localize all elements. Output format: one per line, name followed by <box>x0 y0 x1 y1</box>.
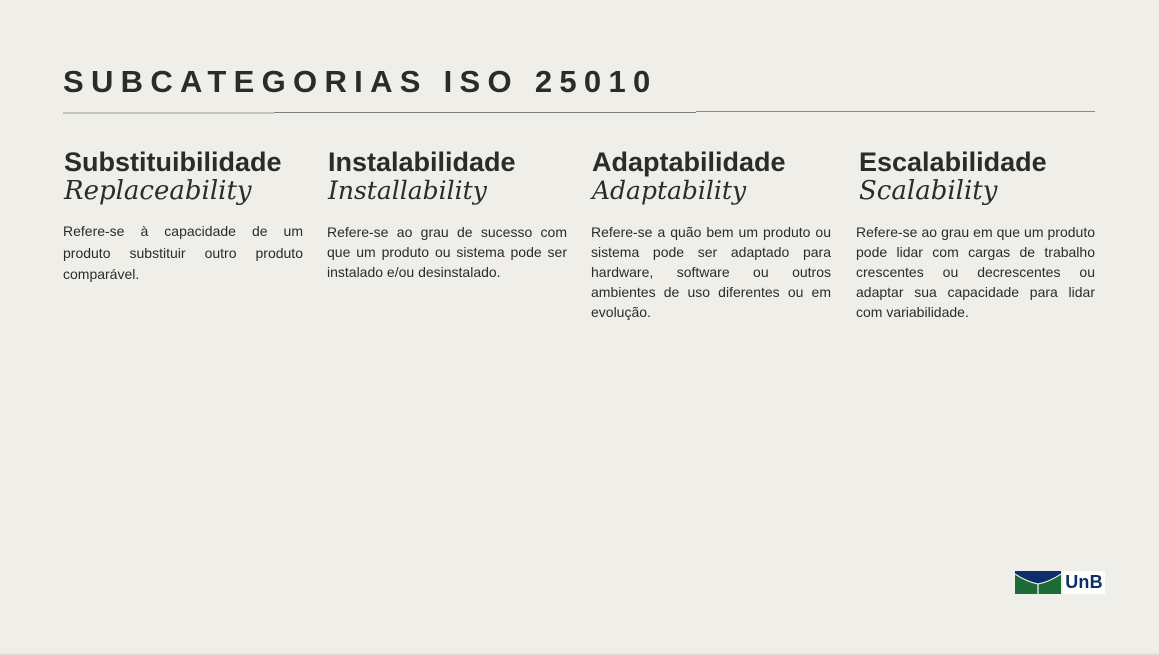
column-subheading: Installability <box>328 176 487 205</box>
unb-emblem-icon <box>1015 571 1061 594</box>
column-description: Refere-se a quão bem um produto ou sistema pode ser adaptado para hardware, software ou outros ambientes de uso diferentes ou em evolução. <box>591 224 831 320</box>
column-subheading: Replaceability <box>64 176 252 206</box>
column-heading: Adaptabilidade <box>592 147 786 177</box>
column-description: Refere-se ao grau em que um produto pode lidar com cargas de trabalho crescentes ou decrescentes ou adaptar sua capacidade para lidar com variabilidade. <box>856 224 1095 320</box>
column-substituibilidade <box>63 146 303 286</box>
column-instalabilidade <box>327 146 567 282</box>
column-escalabilidade <box>856 146 1095 322</box>
column-heading: Escalabilidade <box>859 147 1047 177</box>
slide-title: SUBCATEGORIAS ISO 25010 <box>63 64 658 99</box>
title-divider <box>63 110 1095 114</box>
unb-logo-text: UnB <box>1063 571 1105 594</box>
column-subheading: Adaptability <box>592 176 747 205</box>
column-heading: Substituibilidade <box>64 147 282 177</box>
column-heading: Instalabilidade <box>328 147 516 177</box>
unb-logo <box>1015 571 1105 594</box>
column-description: Refere-se à capacidade de um produto substituir outro produto comparável. <box>63 223 303 282</box>
column-subheading: Scalability <box>859 176 998 206</box>
column-adaptabilidade <box>591 146 831 322</box>
column-description: Refere-se ao grau de sucesso com que um produto ou sistema pode ser instalado e/ou desinstalado. <box>327 224 567 280</box>
